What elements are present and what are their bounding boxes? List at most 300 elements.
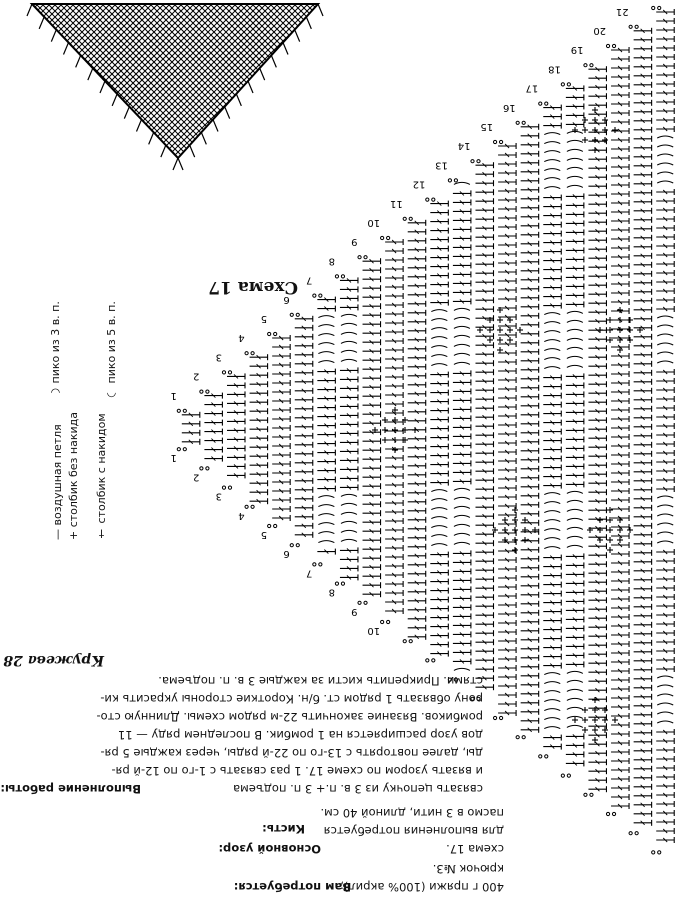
chain-dot	[364, 601, 367, 604]
thumbnail-hatch-line	[0, 4, 16, 164]
chart-row	[222, 371, 245, 489]
instruction-line: рону обвязать 1 рядом ст. б/н. Короткие стороны украсить ки-	[100, 692, 483, 706]
row-number: 15	[480, 121, 494, 132]
chain-arc	[567, 311, 583, 313]
thumbnail-fringe	[76, 55, 81, 67]
chain-arc	[544, 502, 560, 504]
thumbnail-fringe	[283, 43, 288, 55]
tassel-label: Кисть:	[262, 822, 305, 836]
thumbnail-fringe	[190, 145, 195, 157]
need-value-2: крючок №3.	[432, 862, 504, 876]
chart-row	[335, 275, 358, 585]
chain-dot	[652, 6, 655, 9]
legend-item-picot5	[105, 290, 125, 400]
chain-arc	[318, 343, 334, 345]
chain-dot	[539, 102, 542, 105]
thumbnail-fringe	[306, 17, 311, 29]
chain-arc	[318, 316, 334, 318]
chain-arc	[544, 358, 560, 360]
chain-dot	[493, 140, 496, 143]
chain-arc	[567, 320, 583, 322]
chain-arc	[567, 158, 583, 160]
chain-arc	[544, 169, 560, 171]
chain-dot	[358, 256, 361, 259]
chart-row	[313, 294, 336, 566]
chain-arc	[544, 160, 560, 162]
chain-dot	[290, 544, 293, 547]
legend-item-sc	[67, 410, 97, 540]
row-number: 18	[548, 63, 561, 75]
instructions-block	[0, 640, 689, 900]
thumbnail-hatch-line	[414, 4, 574, 164]
chain-arc	[318, 505, 334, 507]
chain-dot	[545, 102, 548, 105]
chain-arc	[454, 335, 470, 337]
chain-arc	[318, 514, 334, 516]
thumbnail-hatch-line	[276, 4, 436, 164]
chart-row	[448, 179, 471, 681]
chain-arc	[657, 181, 673, 183]
instructions-label: Выполнение работы:	[0, 782, 141, 796]
chain-arc	[657, 523, 673, 525]
thumbnail-hatch-line	[316, 4, 476, 164]
chain-dot	[477, 160, 480, 163]
thumbnail-fringe	[137, 120, 142, 132]
chain-arc	[657, 325, 673, 327]
thumbnail-hatch-line	[246, 4, 406, 164]
instruction-line: связать цепочку из 3 в. п.+ 3 п. подъема	[233, 782, 483, 796]
row-number: 2	[193, 471, 200, 483]
chain-arc	[544, 142, 560, 144]
chain-arc	[544, 331, 560, 333]
row-number: 4	[238, 509, 245, 521]
chain-dot	[200, 390, 203, 393]
row-number: 5	[260, 529, 268, 540]
chart-row	[268, 332, 291, 527]
legend-text: столбик без накида	[67, 412, 80, 528]
chain-arc	[567, 140, 583, 142]
chain-dot	[183, 409, 186, 412]
thumbnail-hatch-line	[378, 4, 538, 164]
chain-arc	[567, 518, 583, 520]
row-number: 16	[502, 101, 516, 113]
thumbnail-hatch-line	[360, 4, 520, 164]
chain-arc	[454, 317, 470, 319]
chain-arc	[657, 541, 673, 543]
legend-text: воздушная петля	[51, 424, 64, 526]
chain-arc	[567, 365, 583, 367]
thumbnail-hatch-line	[300, 4, 460, 164]
chain-dot	[606, 44, 609, 47]
thumbnail-hatch-line	[0, 4, 2, 164]
thumbnail-hatch-line	[0, 4, 52, 164]
chain-dot	[206, 390, 209, 393]
main-pattern-value: схема 17.	[446, 842, 504, 856]
row-number: 19	[570, 44, 584, 56]
thumbnail-hatch-line	[346, 4, 506, 164]
chain-arc	[544, 349, 560, 351]
chain-dot	[584, 64, 587, 67]
legend-symbol: +	[67, 530, 80, 540]
chain-arc	[341, 494, 357, 496]
chain-arc	[567, 500, 583, 502]
chain-arc	[567, 185, 583, 187]
chain-dot	[629, 25, 632, 28]
chain-arc	[544, 313, 560, 315]
legend-symbol: ◡	[49, 387, 62, 400]
row-number: 10	[367, 625, 381, 636]
chain-arc	[431, 364, 447, 366]
thumbnail-hatch-line	[318, 4, 478, 164]
chain-arc	[657, 163, 673, 165]
chain-arc	[544, 520, 560, 522]
chain-arc	[567, 356, 583, 358]
chain-dot	[268, 332, 271, 335]
row-number: 12	[412, 178, 426, 190]
thumbnail-hatch-line	[328, 4, 488, 164]
chain-arc	[567, 167, 583, 169]
tassel-value-1: для выполнения потребуется	[323, 824, 504, 838]
thumbnail-hatch-line	[294, 4, 454, 164]
chain-dot	[200, 467, 203, 470]
legend-text: пико из 5 в. п.	[105, 301, 118, 384]
chain-arc	[454, 524, 470, 526]
thumbnail-hatch-line	[324, 4, 484, 164]
chain-arc	[567, 509, 583, 511]
thumbnail-hatch-line	[258, 4, 418, 164]
chain-arc	[341, 530, 357, 532]
chain-dot	[567, 83, 570, 86]
chain-arc	[318, 361, 334, 363]
thumbnail-fringe	[173, 158, 178, 170]
chain-arc	[567, 491, 583, 493]
chain-dot	[387, 620, 390, 623]
row-number: 5	[260, 313, 268, 324]
thumbnail-fringe	[225, 107, 230, 119]
chain-dot	[561, 83, 564, 86]
chain-arc	[431, 544, 447, 546]
chain-arc	[657, 343, 673, 345]
chain-dot	[471, 160, 474, 163]
thumbnail-fringe	[51, 30, 56, 42]
chain-arc	[341, 341, 357, 343]
row-number: 1	[170, 389, 177, 401]
chain-dot	[522, 121, 525, 124]
chain-arc	[318, 325, 334, 327]
chain-arc	[544, 547, 560, 549]
chain-dot	[381, 620, 384, 623]
chain-dot	[177, 409, 180, 412]
thumbnail-fringe	[88, 68, 93, 80]
thumbnail-hatch-line	[352, 4, 512, 164]
row-number: 11	[389, 197, 403, 209]
thumbnail-fringe	[124, 107, 129, 119]
thumbnail-hatch-line	[372, 4, 532, 164]
chain-arc	[657, 334, 673, 336]
chain-dot	[499, 140, 502, 143]
chart-row	[177, 409, 200, 451]
chart-title: Схема 17	[208, 277, 298, 297]
chain-dot	[313, 563, 316, 566]
legend-symbol: ◠	[105, 387, 118, 400]
thumbnail-fringe	[318, 4, 323, 16]
chain-arc	[544, 151, 560, 153]
thumbnail-hatch-line	[366, 4, 526, 164]
thumbnail-hatch-line	[0, 4, 58, 164]
chain-arc	[567, 536, 583, 538]
chain-dot	[274, 332, 277, 335]
chain-dot	[387, 236, 390, 239]
chain-arc	[431, 337, 447, 339]
chain-arc	[454, 515, 470, 517]
thumbnail-hatch-line	[330, 4, 490, 164]
row-number: 14	[457, 140, 471, 152]
chain-arc	[657, 532, 673, 534]
chain-dot	[319, 294, 322, 297]
row-number: 21	[615, 5, 629, 17]
row-number: 9	[351, 605, 358, 617]
row-number: 6	[283, 548, 290, 560]
thumbnail-fringe	[27, 4, 32, 16]
thumbnail-hatch-line	[306, 4, 466, 164]
chain-arc	[544, 493, 560, 495]
chain-dot	[635, 25, 638, 28]
thumbnail-fringe	[100, 81, 105, 93]
chain-dot	[409, 217, 412, 220]
thumbnail-hatch-line	[228, 4, 388, 164]
chain-arc	[341, 503, 357, 505]
thumbnail-hatch-line	[264, 4, 424, 164]
chain-arc	[454, 533, 470, 535]
chain-arc	[657, 352, 673, 354]
row-number: 17	[525, 82, 539, 94]
chain-arc	[454, 362, 470, 364]
chain-arc	[454, 308, 470, 310]
thumbnail-hatch-line	[0, 4, 34, 164]
chain-dot	[364, 256, 367, 259]
row-number: 3	[215, 490, 222, 502]
chain-arc	[341, 323, 357, 325]
chain-dot	[222, 486, 225, 489]
chain-dot	[448, 179, 451, 182]
row-number: 8	[328, 255, 335, 267]
chain-arc	[657, 514, 673, 516]
thumbnail-hatch-line	[0, 4, 10, 164]
thumbnail-hatch-line	[336, 4, 496, 164]
chain-dot	[335, 275, 338, 278]
thumbnail-fringe	[271, 55, 276, 67]
chain-arc	[454, 542, 470, 544]
chain-arc	[544, 511, 560, 513]
chart-row	[245, 352, 268, 509]
row-number: 7	[305, 567, 313, 579]
chain-arc	[341, 314, 357, 316]
thumbnail-hatch-line	[334, 4, 494, 164]
thumbnail-hatch-line	[304, 4, 464, 164]
chain-arc	[318, 541, 334, 543]
chain-arc	[341, 539, 357, 541]
chain-dot	[432, 198, 435, 201]
thumbnail-hatch-line	[426, 4, 586, 164]
chain-arc	[454, 488, 470, 490]
thumbnail-hatch-line	[0, 4, 56, 164]
legend-item-dc	[95, 410, 125, 540]
thumbnail-hatch-line	[288, 4, 448, 164]
need-value-1: 400 г пряжи (100% акрил);	[339, 880, 504, 894]
thumbnail-hatch-line	[0, 4, 28, 164]
chain-arc	[431, 355, 447, 357]
thumbnail-fringe	[236, 94, 241, 106]
chain-dot	[658, 6, 661, 9]
chain-arc	[431, 526, 447, 528]
page-footer: Кружева 28	[3, 652, 104, 668]
chain-dot	[313, 294, 316, 297]
chain-arc	[431, 508, 447, 510]
row-number: 6	[283, 293, 290, 305]
chain-arc	[657, 145, 673, 147]
chain-dot	[590, 64, 593, 67]
chain-arc	[567, 338, 583, 340]
chain-dot	[296, 313, 299, 316]
row-number: 10	[367, 217, 381, 228]
legend-text: пико из 3 в. п.	[49, 301, 62, 384]
thumbnail-hatch-line	[0, 4, 4, 164]
legend-symbol: †	[95, 527, 108, 540]
shawl-thumbnail	[0, 4, 586, 170]
thumbnail-hatch-line	[280, 4, 440, 164]
chain-dot	[296, 544, 299, 547]
chart-row	[200, 390, 223, 470]
chain-arc	[454, 182, 470, 184]
chain-arc	[431, 535, 447, 537]
thumbnail-hatch-line	[354, 4, 514, 164]
chain-arc	[431, 310, 447, 312]
chain-dot	[183, 448, 186, 451]
thumbnail-hatch-line	[348, 4, 508, 164]
thumbnail-fringe	[64, 43, 69, 55]
chain-arc	[544, 367, 560, 369]
chain-arc	[318, 523, 334, 525]
chain-arc	[544, 187, 560, 189]
chain-dot	[319, 563, 322, 566]
thumbnail-hatch-line	[252, 4, 412, 164]
chain-arc	[454, 344, 470, 346]
chain-dot	[206, 467, 209, 470]
row-number: 2	[193, 370, 200, 382]
chart-row	[426, 198, 449, 662]
chain-arc	[567, 149, 583, 151]
chain-arc	[657, 505, 673, 507]
chain-arc	[454, 506, 470, 508]
chain-arc	[318, 352, 334, 354]
chain-arc	[657, 361, 673, 363]
thumbnail-hatch-line	[310, 4, 470, 164]
thumbnail-hatch-line	[322, 4, 482, 164]
legend	[40, 280, 165, 540]
thumbnail-hatch-line	[384, 4, 544, 164]
thumbnail-hatch-line	[0, 4, 62, 164]
chain-arc	[431, 499, 447, 501]
thumbnail-fringe	[248, 81, 253, 93]
chain-arc	[431, 319, 447, 321]
instruction-line: ромбиков. Вязание закончить 22-м рядом схемы. Длинную сто-	[96, 710, 483, 724]
tassel-value-2: пасмо в 3 нити, длиной 40 см.	[320, 806, 504, 820]
thumbnail-fringe	[178, 158, 183, 170]
chain-arc	[544, 529, 560, 531]
row-number: 1	[170, 452, 177, 464]
chain-dot	[177, 448, 180, 451]
chain-arc	[657, 316, 673, 318]
chart-row	[493, 140, 516, 719]
chain-arc	[567, 545, 583, 547]
instruction-line: дов узор расширяется на 1 ромбик. В последнем ряду — 11	[117, 728, 483, 742]
chart-row	[290, 313, 313, 547]
chain-arc	[657, 496, 673, 498]
thumbnail-hatch-line	[0, 4, 8, 164]
thumbnail-fringe	[213, 120, 218, 132]
chain-arc	[431, 328, 447, 330]
chain-dot	[228, 371, 231, 374]
chain-arc	[318, 532, 334, 534]
chain-dot	[341, 275, 344, 278]
chain-dot	[251, 505, 254, 508]
chain-dot	[516, 121, 519, 124]
chain-dot	[222, 371, 225, 374]
chain-dot	[274, 524, 277, 527]
thumbnail-hatch-line	[234, 4, 394, 164]
thumbnail-hatch-line	[270, 4, 430, 164]
chain-arc	[454, 326, 470, 328]
chart-row	[471, 160, 494, 701]
row-number: 20	[593, 25, 607, 36]
main-pattern-label: Основной узор:	[218, 842, 321, 856]
instruction-line: ды, далее повторять с 13-го по 22-й ряды, через каждые 5 ря-	[100, 746, 483, 760]
chain-arc	[567, 347, 583, 349]
chain-dot	[341, 582, 344, 585]
legend-text: столбик с накидом	[95, 413, 108, 524]
chain-arc	[341, 332, 357, 334]
chain-arc	[431, 517, 447, 519]
legend-symbol: —	[51, 529, 64, 540]
need-label: Вам потребуется:	[233, 880, 351, 894]
chain-dot	[228, 486, 231, 489]
thumbnail-hatch-line	[0, 4, 14, 164]
chain-arc	[454, 353, 470, 355]
chain-dot	[358, 601, 361, 604]
chain-dot	[381, 236, 384, 239]
legend-item-picot3	[49, 290, 69, 400]
chain-dot	[245, 505, 248, 508]
thumbnail-hatch-line	[298, 4, 458, 164]
thumbnail-hatch-line	[274, 4, 434, 164]
thumbnail-hatch-line	[312, 4, 472, 164]
chain-dot	[426, 198, 429, 201]
chain-arc	[318, 334, 334, 336]
instruction-line: и вязать узором по схеме 17. 1 раз связать с 1-го по 12-й ря-	[111, 764, 483, 778]
chain-arc	[567, 176, 583, 178]
thumbnail-hatch-line	[420, 4, 580, 164]
thumbnail-hatch-line	[0, 4, 50, 164]
chain-arc	[341, 512, 357, 514]
chain-arc	[318, 496, 334, 498]
row-number: 8	[328, 586, 335, 598]
chain-dot	[245, 352, 248, 355]
chain-arc	[544, 178, 560, 180]
chain-dot	[454, 179, 457, 182]
chain-arc	[657, 154, 673, 156]
chain-arc	[567, 329, 583, 331]
thumbnail-hatch-line	[282, 4, 442, 164]
